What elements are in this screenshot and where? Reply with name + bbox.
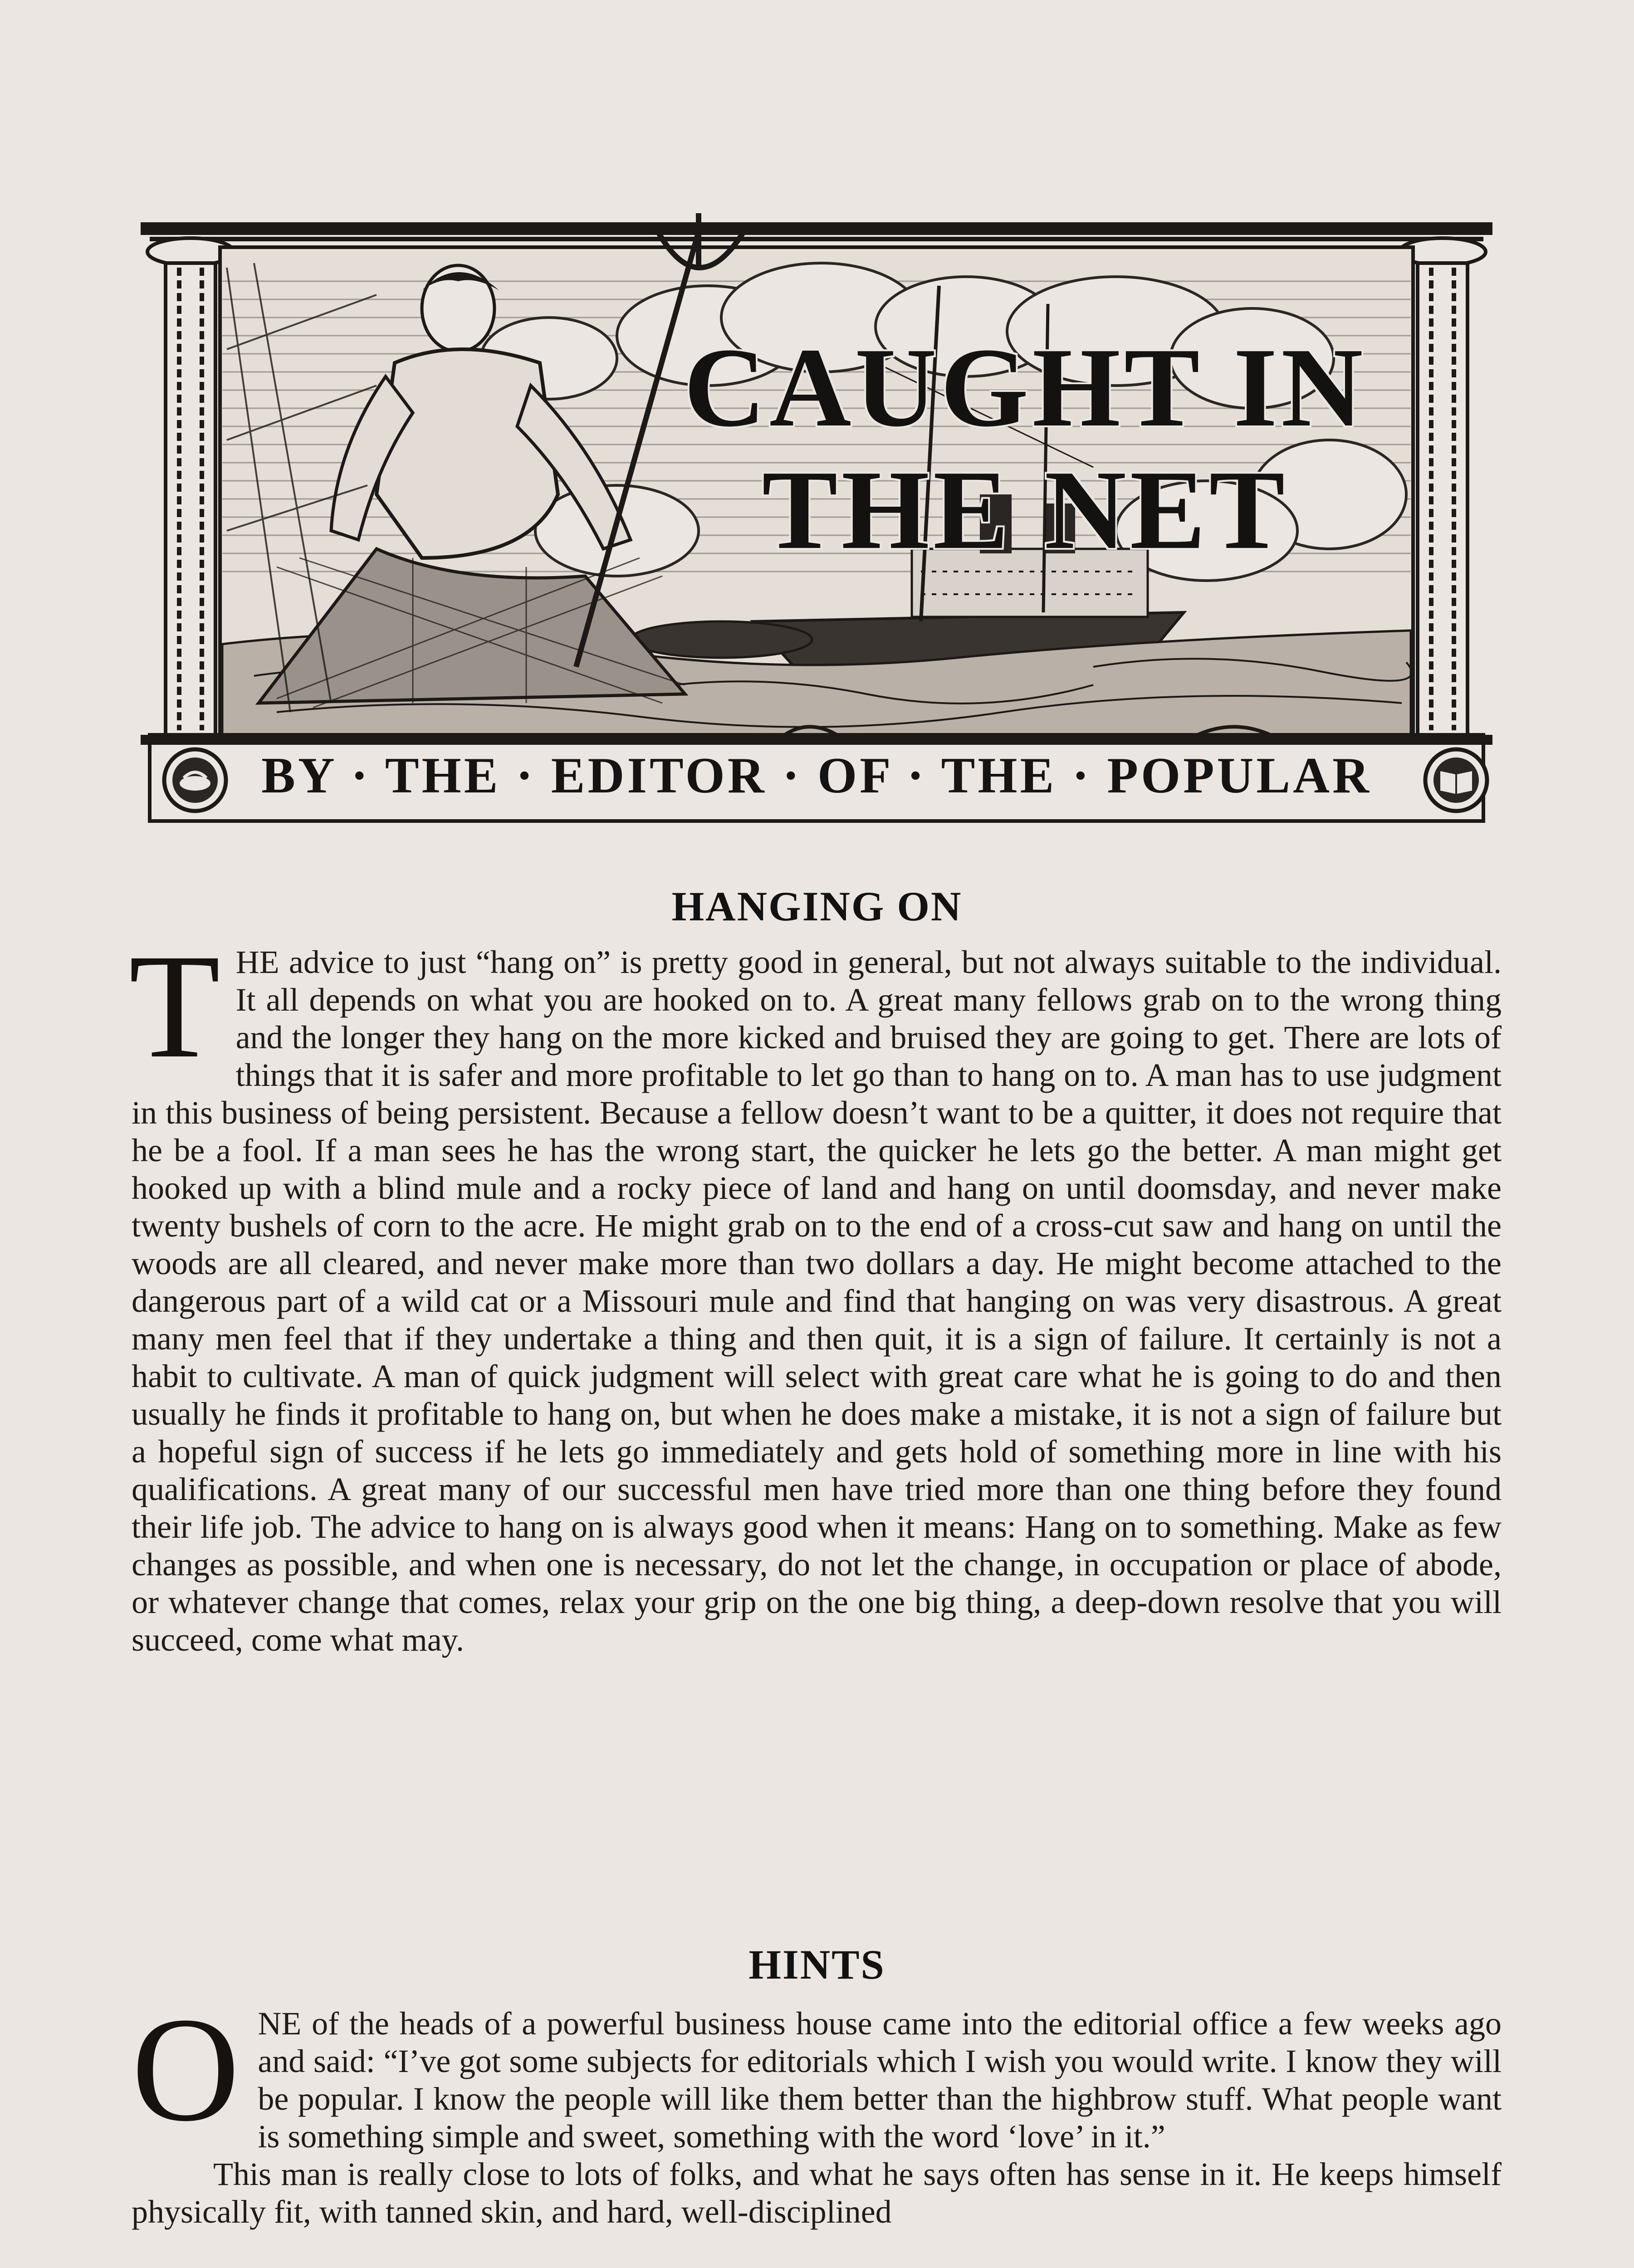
paragraph-text: HE advice to just “hang on” is pretty good in general, but not always suitable to the individual. It all depends on what you are hooked on to. A great many fellows grab on to the wrong thing and the longer they hang on the more kicked and bruised they are going to get. There are lots of things that it is safer and more profitable to let go than to hang on to. A man has to use judgment in this business of being persistent. Because a fellow doesn’t want to be a quitter, it does not require that he be a fool. If a man sees he has the wrong start, the quicker he lets go the better. A man might get hooked up with a blind mule and a rocky piece of land and hang on until doomsday, and never make twenty bushels of corn to the acre. He might grab on to the end of a cross-cut saw and hang on until the woods are all cleared, and never make more than two dollars a day. He might become attached to the dangerous part of a wild cat or a Missouri mule and find that hanging on was very disastrous. A great many men feel that if they undertake a thing and then quit, it is a sign of failure. It certainly is not a habit to cultivate. A man of quick judgment will select with great care what he is going to do and then usually he finds it profitable to hang on, but when he does make a mistake, it is not a sign of failure but a hopeful sign of success if he lets go immediately and gets hold of something more in line with his qualifications. A great many of our successful men have tried more than one thing before they found their life job. The advice to hang on is always good when it means: Hang on to something. Make as few changes as possible, and when one is necessary, do not let the change, in occupation or place of abode, or whatever change that comes, relax your grip on the one big thing, a deep-down resolve that you will succeed, come what may. — [132, 944, 1502, 1658]
article-paragraph — [129, 924, 1502, 1659]
article-hanging-on — [129, 924, 1502, 1659]
article-paragraph — [132, 1987, 1502, 2156]
byline-bar — [202, 739, 1431, 812]
book-emblem-icon — [1422, 746, 1490, 814]
article-hints — [132, 1987, 1502, 2231]
section-heading-hints: HINTS — [749, 1941, 885, 1988]
byline: BY · THE · EDITOR · OF · THE · POPULAR — [261, 747, 1372, 804]
header-banner — [141, 213, 1492, 830]
section-heading-hanging-on: HANGING ON — [671, 883, 963, 929]
article-paragraph: This man is really close to lots of folks, and what he says often has sense in it. He keeps himself physically fit, with tanned skin, and hard, well-disciplined — [132, 2156, 1502, 2230]
drop-cap: O — [132, 1987, 240, 2152]
title-line-2: THE NET — [762, 447, 1289, 573]
title-line-1: CAUGHT IN — [684, 325, 1367, 450]
drop-cap: T — [129, 924, 220, 1089]
banner-title — [599, 327, 1452, 572]
paragraph-text: NE of the heads of a powerful business house came into the editorial office a few weeks ago and said: “I’ve got some subjects for editorials which I wish you would write. I know they will be popular. I know the people will like them better than the highbrow stuff. What people want is something simple and sweet, something with the word ‘love’ in it.” — [258, 2005, 1502, 2155]
